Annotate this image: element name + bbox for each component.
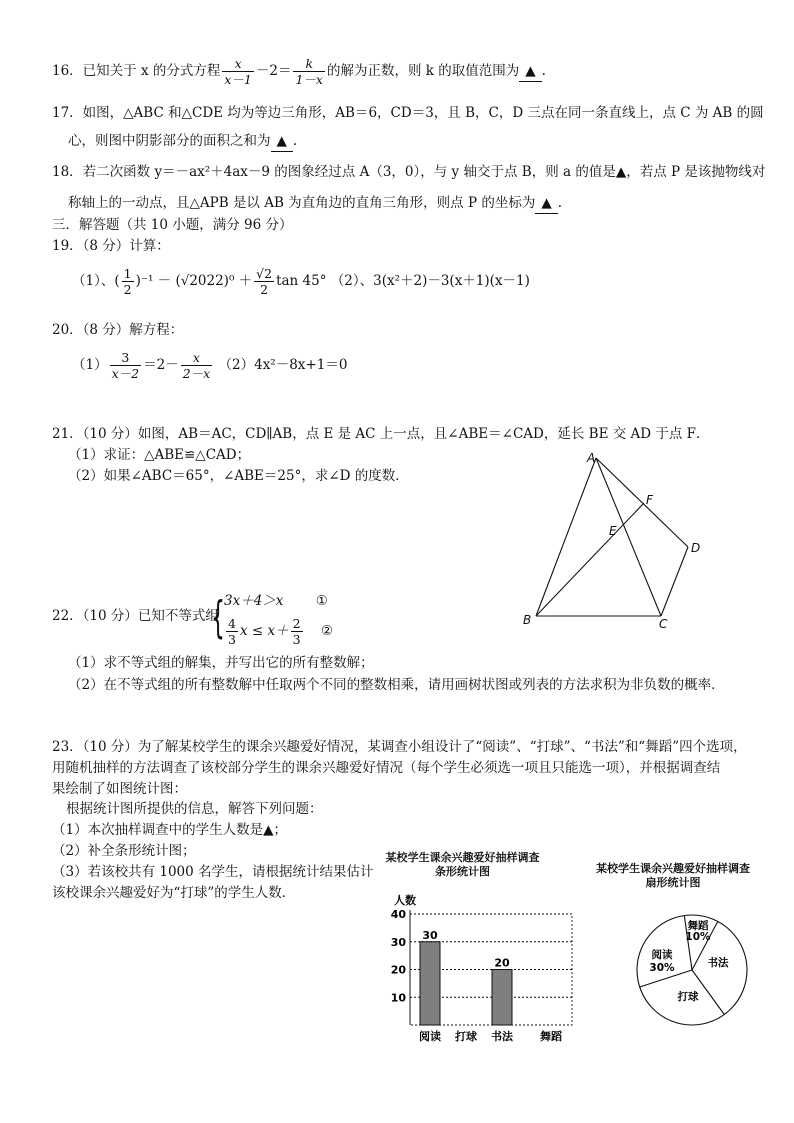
frac-numerator: k [293,56,325,72]
point-label-c: C [659,617,668,630]
bar-chart-y-tick-label: 40 [390,908,406,921]
circled-mark-1: ① [315,593,328,609]
q22-fraction-two-thirds [291,616,303,647]
q19-heading: 19．（8 分）计算： [52,238,170,254]
frac-numerator: 3 [110,350,142,366]
q22-fraction-four-thirds [226,616,238,647]
q20-items [72,350,347,381]
bar-chart-bar [492,970,512,1026]
segment-ab [536,458,596,616]
frac-numerator: 2 [292,616,301,631]
q17-line-1: 17．如图，△ABC 和△CDE 均为等边三角形，AB＝6，CD＝3，且 B，C，D 三点在同一条直线上，点 C 为 AB 的圆 [52,105,764,121]
pie-chart-title [578,862,768,890]
q16-end: . [541,63,546,79]
bar-chart-value-label: 20 [494,956,510,970]
q22-heading: 22．（10 分）已知不等式组 [52,608,219,624]
frac-numerator: x [222,56,254,72]
pie-chart-slice-label: 打球 [677,991,699,1003]
pie-chart-slice-percent: 30% [649,962,675,974]
frac-denominator: 2 [260,282,269,297]
q23-part1: （1）本次抽样调查中的学生人数是▲； [52,822,287,838]
q22-inequality-2 [224,614,333,648]
q17-text: 心，则图中阴影部分的面积之和为 [68,133,271,149]
point-label-a: A [587,451,596,465]
bar-chart-title-line-1: 某校学生课余兴趣爱好抽样调查 [385,851,540,864]
bar-chart-title [370,851,555,879]
bar-chart-category-label: 阅读 [419,1030,441,1043]
bar-chart [370,890,580,1050]
q22-brace: { [211,592,225,643]
pie-chart-slice-label: 书法 [707,957,729,969]
q21-part2: （2）如果∠ABC＝65°，∠ABE＝25°，求∠D 的度数． [68,468,409,484]
bar-chart-y-tick-label: 30 [390,935,406,949]
frac-denominator: x－1 [224,72,252,87]
bar-chart-value-label: 30 [422,928,438,942]
q16-line [52,56,546,87]
frac-denominator: 1－x [295,72,323,87]
inequality-1-text: 3x＋4＞x [224,593,284,609]
point-label-b: B [523,613,532,627]
q19-part1-text-a: （1）、( [72,273,120,289]
q23-part3-b: 该校课余兴趣爱好为“打球”的学生人数． [52,885,296,901]
q18-text: 称轴上的一动点，且△APB 是以 AB 为直角边的直角三角形，则点 P 的坐标为 [68,195,536,211]
q21-heading: 21．（10 分）如图，AB＝AC，CD∥AB，点 E 是 AC 上一点，且∠ABE＝∠CAD，延长 BE 交 AD 于点 F． [52,426,710,442]
pie-chart-title-line-2: 扇形统计图 [645,876,701,889]
q18-line-1: 18．若二次函数 y＝－ax²＋4ax－9 的图象经过点 A（3，0），与 y 轴交于点 B，则 a 的值是▲，若点 P 是该抛物线对 [52,164,766,180]
answer-blank: ▲ [519,61,541,82]
bar-chart-title-line-2: 条形统计图 [435,865,490,878]
q17-end: . [292,133,298,149]
segment-ac [596,458,661,616]
point-label-f: F [646,493,653,507]
q20-fraction-2 [181,350,213,381]
q19-fraction-root2 [254,266,274,297]
inequality-2-text: x ≤ x＋ [239,623,289,639]
pie-chart-slice-label: 舞蹈 [687,920,709,932]
frac-denominator: 2－x [182,366,211,381]
q17-line-2 [68,131,297,152]
q16-fraction-2 [293,56,325,87]
pie-chart-slice-percent: 10% [685,931,711,943]
q22-part2: （2）在不等式组的所有整数解中任取两个不同的整数相乘，请用画树状图或列表的方法求积为非负数的概率． [68,677,725,693]
bar-chart-y-tick-label: 20 [390,963,406,977]
q19-items [72,266,530,297]
frac-numerator: 4 [228,616,236,631]
bar-chart-category-label: 舞蹈 [540,1030,562,1043]
bar-chart-y-label: 人数 [394,894,416,907]
segment-cd [661,547,688,616]
q23-part2: （2）补全条形统计图； [52,843,196,859]
q20-part2: （2）4x²－8x+1＝0 [218,357,348,373]
frac-denominator: 2 [123,282,132,297]
q19-part1-text-b: )⁻¹ － (√2022)⁰ ＋ [135,273,253,289]
segment-bf [536,503,644,616]
q23-line-1: 23．（10 分）为了解某校学生的课余兴趣爱好情况，某调查小组设计了“阅读”、“打球”、“书法”和“舞蹈”四个选项， [52,739,747,755]
point-label-e: E [609,524,617,538]
q19-fraction-half [122,266,134,297]
bar-chart-y-tick-label: 10 [390,991,406,1005]
q20-part1-text: ＝2－ [143,357,179,373]
q18-end: . [557,195,563,211]
q16-text-mid: －2＝ [255,63,292,79]
circled-mark-2: ② [320,623,333,639]
frac-denominator: x－2 [111,366,140,381]
q20-fraction-1 [110,350,142,381]
q23-line-3: 果绘制了如图统计图： [52,781,187,797]
pie-chart-slice-label: 阅读 [651,949,673,961]
bar-chart-category-label: 打球 [455,1030,477,1043]
q20-heading: 20．（8 分）解方程： [52,322,184,338]
q23-part3-a: （3）若该校共有 1000 名学生，请根据统计结果估计 [52,864,374,880]
q16-text-pre: 16．已知关于 x 的分式方程 [52,63,221,79]
q21-part1: （1）求证：△ABE≌△CAD； [68,447,251,463]
q20-part1-label: （1） [72,357,108,373]
q18-line-2 [68,193,562,214]
frac-denominator: 3 [292,632,301,647]
bar-chart-bar [420,942,440,1025]
section-heading: 三．解答题（共 10 小题，满分 96 分） [52,217,293,233]
q19-part2: （2）、3(x²＋2)－3(x＋1)(x－1) [330,273,530,289]
point-label-d: D [691,541,701,555]
frac-numerator: x [181,350,213,366]
frac-numerator: 1 [123,266,132,281]
q21-triangle-figure [516,450,736,630]
frac-denominator: 3 [228,632,236,647]
q22-part1: （1）求不等式组的解集，并写出它的所有整数解； [68,655,374,671]
q16-fraction-1 [222,56,254,87]
q19-part1-text-c: tan 45° [276,273,327,289]
pie-chart [622,900,762,1040]
answer-blank: ▲ [271,131,293,152]
q23-line-2: 用随机抽样的方法调查了该校部分学生的课余兴趣爱好情况（每个学生必须选一项且只能选一项），并根据调查结 [52,760,721,776]
pie-chart-title-line-1: 某校学生课余兴趣爱好抽样调查 [596,862,750,875]
answer-blank: ▲ [535,193,557,214]
q22-inequality-1 [224,591,328,611]
q23-line-4: 根据统计图所提供的信息，解答下列问题： [66,801,323,817]
frac-numerator: √2 [256,266,273,281]
q16-text-post: 的解为正数，则 k 的取值范围为 [327,63,520,79]
bar-chart-category-label: 书法 [491,1030,513,1043]
